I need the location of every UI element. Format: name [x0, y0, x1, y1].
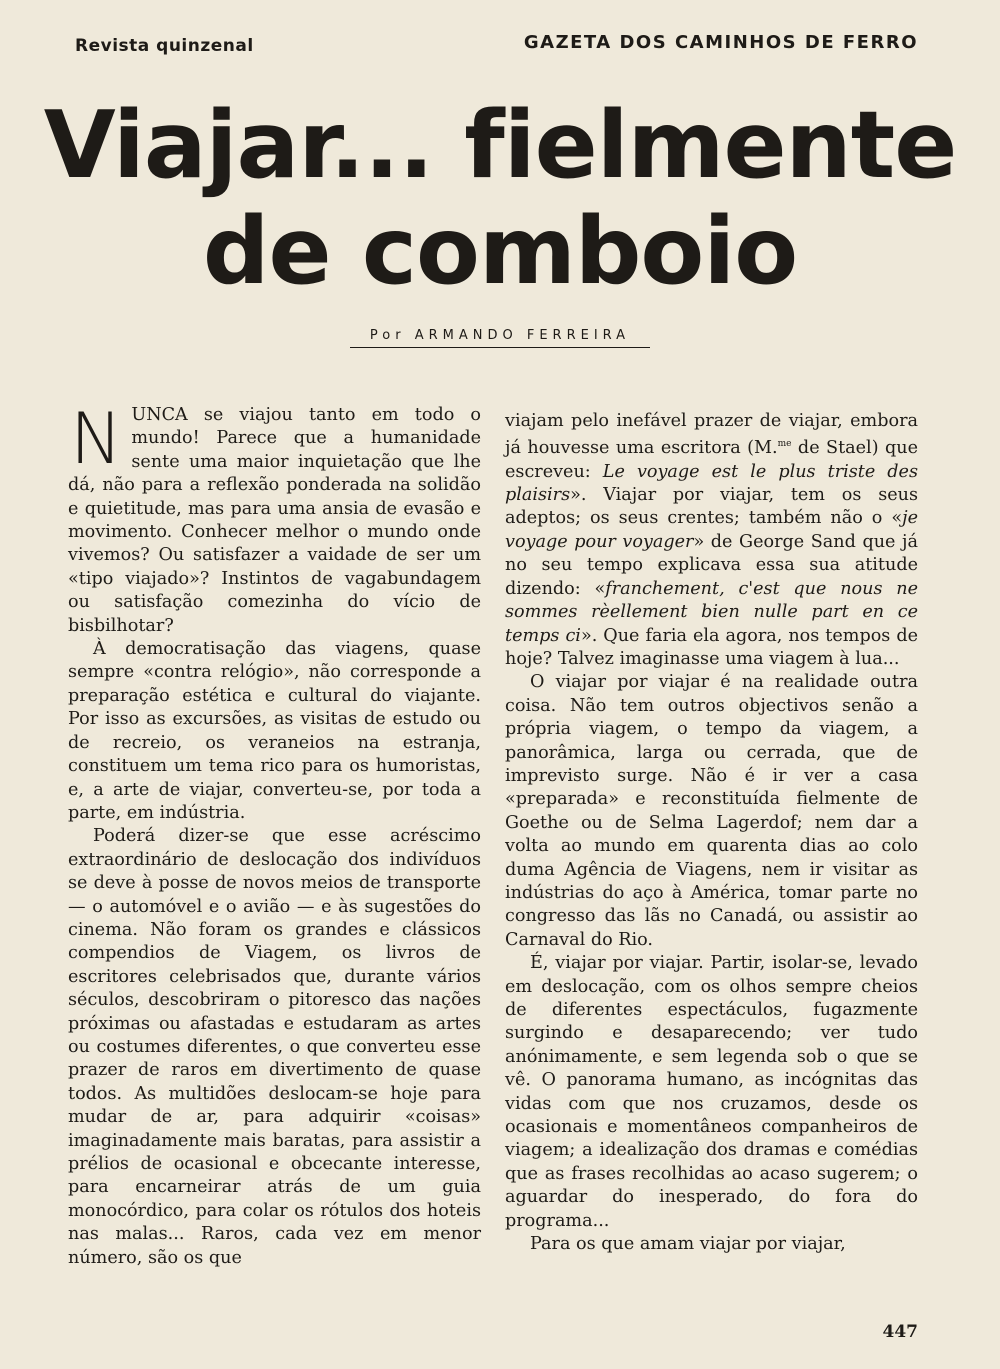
- publication-title: GAZETA DOS CAMINHOS DE FERRO: [523, 32, 918, 53]
- byline-rule: [350, 347, 650, 348]
- article-title: [0, 92, 1000, 304]
- text-run: ». Que faria ela agora, nos tempos de hoje? Talvez imaginasse uma viagem à lua...: [505, 625, 918, 669]
- publication-frequency: Revista quinzenal: [75, 36, 254, 56]
- paragraph: É, viajar por viajar. Partir, isolar-se, levado em deslocação, com os olhos sempre cheios de diferentes espectáculos, fugazmente surgindo e desaparecendo; ver tudo anónimamente, e sem legenda sob o que se vê. O panorama humano, as incógnitas das vidas com que nos cruzamos, desde os ocasionais e momentâneos companheiros de viagem; a idealização dos dramas e comédias que as frases recolhidas ao acaso sugerem; o aguardar do inesperado, do fora do programa...: [505, 953, 918, 1231]
- paragraph-text: UNCA se viajou tanto em todo o mundo! Parece que a humanidade sente uma maior inquietação que lhe dá, não para a reflexão ponderada na solidão e quietitude, mas para uma ansia de evasão e movimento. Conhecer melhor o mundo onde vivemos? Ou satisfazer a vaidade de ser um «tipo viajado»? Instintos de vagabundagem ou satisfação comezinha do vício de bisbilhotar?: [68, 405, 481, 636]
- text-run: viajam pelo inefável prazer de viajar, embora já houvesse uma escritora (M.: [505, 411, 918, 459]
- article-title-line-1: Viajar... fielmente: [43, 91, 957, 199]
- byline: [0, 328, 1000, 348]
- paragraph: Para os que amam viajar por viajar,: [530, 1234, 846, 1255]
- page-number: 447: [882, 1322, 918, 1342]
- right-column: [505, 410, 918, 1256]
- byline-text: Por ARMANDO FERREIRA: [369, 328, 631, 343]
- text-run: de Stael) que escreveu:: [505, 438, 918, 482]
- paragraph: Poderá dizer-se que esse acréscimo extraordinário de deslocação dos indivíduos se deve à posse de novos meios de transporte — o automóvel e o avião — e às sugestões do cinema. Não foram os grandes e clássicos compendios de Viagem, os livros de escritores celebrisados que, durante vários séculos, descobriram o pitoresco das nações próximas ou afastadas e estudaram as artes ou costumes diferentes, o que converteu esse prazer de raros em divertimento de quase todos. As multidões deslocam-se hoje para mudar de ar, para adquirir «coisas» imaginadamente mais baratas, para assistir a prélios de ocasional e obcecante interesse, para encarneirar atrás de um guia monocórdico, para colar os rótulos dos hoteis nas malas... Raros, cada vez em menor número, são os que: [68, 826, 481, 1268]
- paragraph: O viajar por viajar é na realidade outra coisa. Não tem outros objectivos senão a própria viagem, o tempo da viagem, a panorâmica, larga ou cerrada, que de imprevisto surge. Não é ir ver a casa «preparada» e reconstituída fielmente de Goethe ou de Selma Lagerdof; nem dar a volta ao mundo em quarenta dias ao colo duma Agência de Viagens, nem ir visitar as indústrias do aço à América, tomar parte no congresso das lãs no Canadá, ou assistir ao Carnaval do Rio.: [505, 672, 918, 950]
- drop-cap: N: [70, 398, 123, 480]
- text-run: ». Viajar por viajar, tem os seus adeptos; os seus crentes; também não o «: [505, 485, 918, 529]
- paragraph: [505, 410, 918, 671]
- quote-italic: Le voyage est le plus triste des plaisirs: [505, 461, 919, 506]
- quote-italic: franchement, c'est que nous ne sommes rèellement bien nulle part en ce temps ci: [505, 578, 919, 646]
- text-run: » de George Sand que já no seu tempo explicava essa sua atitude dizendo: «: [505, 531, 918, 599]
- paragraph: [68, 398, 481, 638]
- quote-italic: je voyage pour voyager: [505, 508, 918, 552]
- left-column: [68, 398, 481, 1270]
- paragraph: À democratisação das viagens, quase sempre «contra relógio», não corresponde a preparação estética e cultural do viajante. Por isso as excursões, as visitas de estudo ou de recreio, os veraneios na estranja, constituem um tema rico para os humoristas, e, a arte de viajar, converteu-se, por toda a parte, em indústria.: [68, 639, 481, 823]
- article-title-line-2: de comboio: [202, 197, 798, 305]
- superscript: me: [777, 439, 792, 450]
